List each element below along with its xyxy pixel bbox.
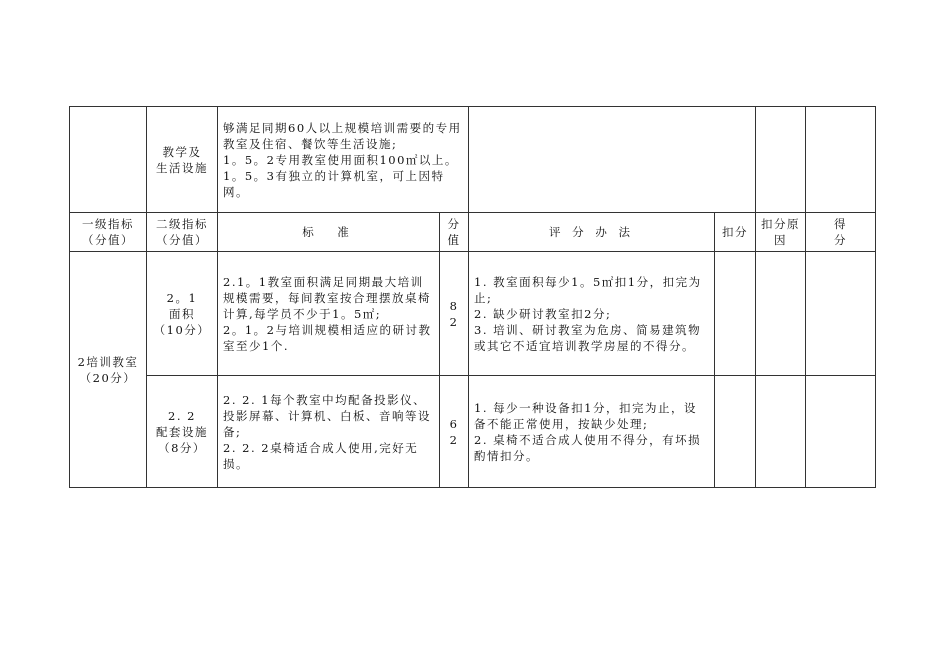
method-text: 1. 教室面积每少1。5㎡扣1分，扣完为止; 2. 缺少研讨教室扣2分; 3. 培训、研讨教室为危房、简易建筑物或其它不适宜培训教学房屋的不得分。 (469, 252, 715, 376)
header-method: 评 分 办 法 (469, 213, 715, 252)
evaluation-table (69, 106, 876, 488)
secondary-cell: 教学及 生活设施 (147, 107, 218, 213)
method-text: 1. 每少一种设备扣1分，扣完为止，设备不能正常使用，按缺少处理; 2. 桌椅不适合成人使用不得分，有坏损酌情扣分。 (469, 376, 715, 488)
deduction-cell (715, 376, 756, 488)
header-standard: 标 准 (218, 213, 440, 252)
header-score-value: 分 值 (440, 213, 469, 252)
continuation-row (70, 107, 876, 213)
primary-cell-empty (70, 107, 147, 213)
score-cell (806, 252, 876, 376)
header-row (70, 213, 876, 252)
table-row (70, 252, 876, 376)
header-primary: 一级指标 （分值） (70, 213, 147, 252)
primary-indicator: 2培训教室 （20分） (70, 252, 147, 488)
reason-cell-empty (756, 107, 806, 213)
score-cell (806, 376, 876, 488)
secondary-indicator: 2。1 面积 （10分） (147, 252, 218, 376)
standard-text: 2. 2. 1每个教室中均配备投影仪、投影屏幕、计算机、白板、音响等设备; 2. 2. 2桌椅适合成人使用,完好无损。 (218, 376, 440, 488)
deduction-cell (715, 252, 756, 376)
reason-cell (756, 376, 806, 488)
table-row (70, 376, 876, 488)
standard-cell: 够满足同期60人以上规模培训需要的专用教室及住宿、餐饮等生活设施; 1。5。2专用教室使用面积100㎡以上。 1。5。3有独立的计算机室，可上因特网。 (218, 107, 469, 213)
reason-cell (756, 252, 806, 376)
score-cell-empty (806, 107, 876, 213)
score-value: 8 2 (440, 252, 469, 376)
secondary-indicator: 2. 2 配套设施 （8分） (147, 376, 218, 488)
standard-text: 2.1。1教室面积满足同期最大培训规模需要，每间教室按合理摆放桌椅计算,每学员不少于1。5㎡; 2。1。2与培训规模相适应的研讨教室至少1个. (218, 252, 440, 376)
header-secondary: 二级指标 （分值） (147, 213, 218, 252)
header-score: 得 分 (806, 213, 876, 252)
method-cell-empty (469, 107, 756, 213)
header-deduction: 扣分 (715, 213, 756, 252)
score-value: 6 2 (440, 376, 469, 488)
header-reason: 扣分原因 (756, 213, 806, 252)
